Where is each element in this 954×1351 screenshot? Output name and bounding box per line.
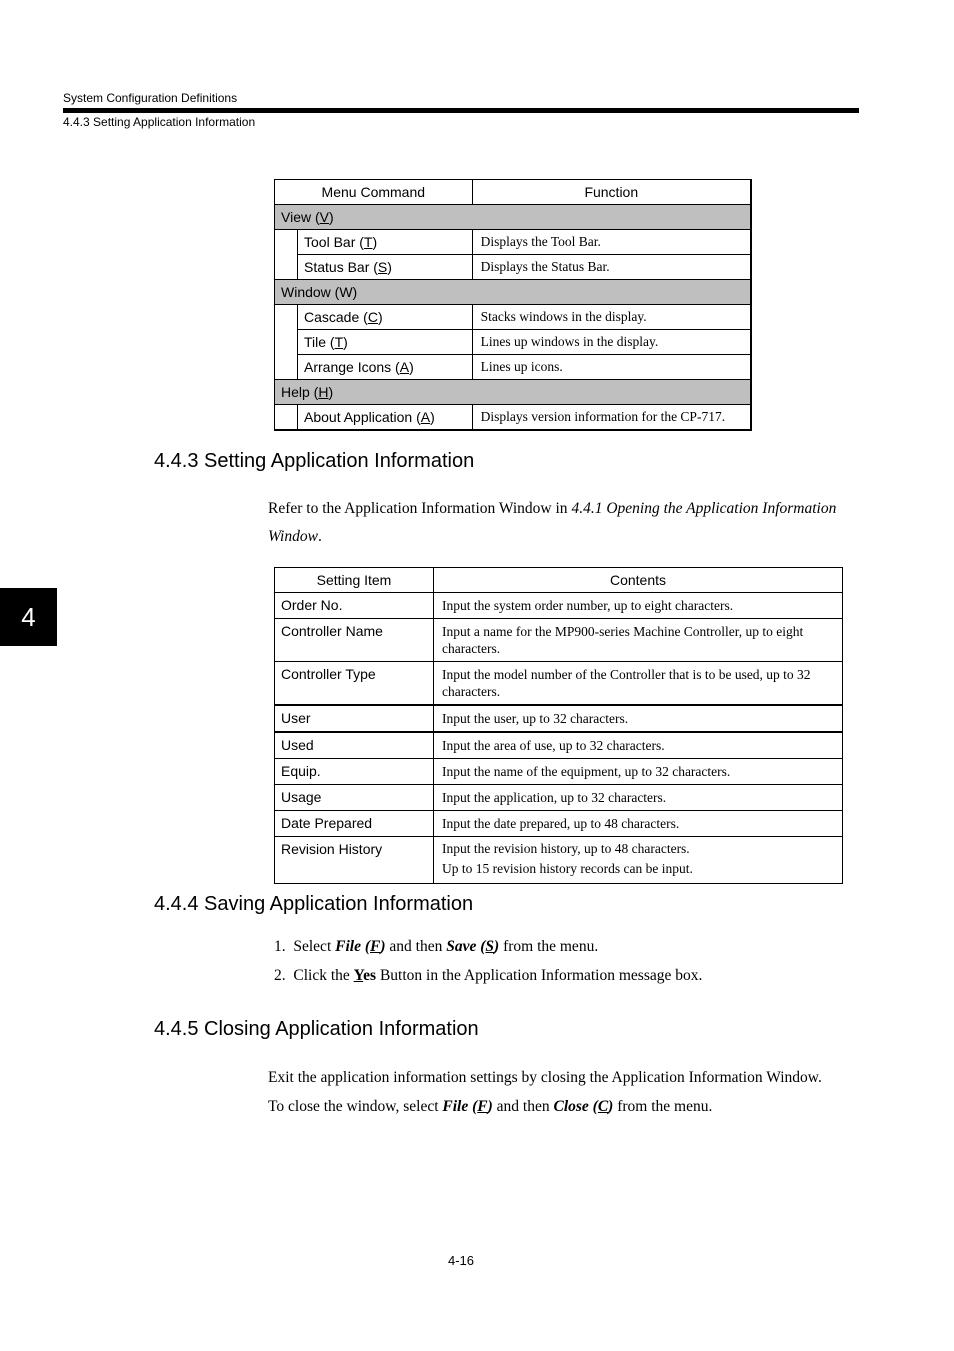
menu-group-help: Help (H) (275, 380, 752, 405)
setting-contents: Input the model number of the Controller that is to be used, up to 32 characters. (434, 662, 843, 706)
col-header-menu-command: Menu Command (275, 180, 473, 205)
setting-contents: Input the name of the equipment, up to 32 characters. (434, 759, 843, 785)
step-2: 2. Click the Yes Button in the Application Information message box. (274, 967, 703, 984)
col-header-function: Function (472, 180, 751, 205)
header-rule (63, 108, 859, 113)
running-header-title: System Configuration Definitions (63, 91, 238, 105)
setting-contents: Input a name for the MP900-series Machine Controller, up to eight characters. (434, 619, 843, 662)
setting-item: Used (275, 732, 434, 759)
heading-4-4-3: 4.4.3 Setting Application Information (154, 450, 475, 472)
chapter-tab: 4 (0, 588, 57, 646)
setting-contents: Input the date prepared, up to 48 characters. (434, 811, 843, 837)
setting-contents: Input the application, up to 32 characters. (434, 785, 843, 811)
col-header-contents: Contents (434, 568, 843, 593)
setting-item: Usage (275, 785, 434, 811)
setting-item: Order No. (275, 593, 434, 619)
menu-function: Displays the Tool Bar. (472, 230, 751, 255)
setting-item: Date Prepared (275, 811, 434, 837)
setting-contents: Input the user, up to 32 characters. (434, 705, 843, 732)
setting-item: Controller Name (275, 619, 434, 662)
menu-function: Stacks windows in the display. (472, 305, 751, 330)
setting-contents: Input the system order number, up to eight characters. (434, 593, 843, 619)
setting-item: Equip. (275, 759, 434, 785)
page-number: 4-16 (448, 1253, 475, 1268)
setting-items-table (274, 567, 843, 884)
menu-group-window: Window (W) (275, 280, 752, 305)
running-header-section: 4.4.3 Setting Application Information (63, 115, 256, 129)
setting-item: Revision History (275, 837, 434, 884)
sec445-paragraph: Exit the application information settings by closing the Application Information Window. To close the window, select File (F) and then Close (C) from the menu. (268, 1069, 822, 1115)
menu-function: Displays the Status Bar. (472, 255, 751, 280)
col-header-setting-item: Setting Item (275, 568, 434, 593)
sec443-paragraph: Refer to the Application Information Window in 4.4.1 Opening the Application Information Window. (268, 500, 837, 545)
menu-item-status-bar: Status Bar (S) (298, 255, 473, 280)
menu-function: Lines up windows in the display. (472, 330, 751, 355)
heading-4-4-5: 4.4.5 Closing Application Information (154, 1018, 479, 1040)
menu-function: Lines up icons. (472, 355, 751, 380)
setting-contents: Input the revision history, up to 48 characters. Up to 15 revision history records can be input. (434, 837, 843, 884)
menu-item-about-application: About Application (A) (298, 405, 473, 431)
menu-item-cascade: Cascade (C) (298, 305, 473, 330)
setting-item: Controller Type (275, 662, 434, 706)
setting-item: User (275, 705, 434, 732)
menu-item-arrange-icons: Arrange Icons (A) (298, 355, 473, 380)
step-1: 1. Select File (F) and then Save (S) from the menu. (274, 938, 599, 955)
save-steps-list (274, 938, 702, 996)
menu-item-tool-bar: Tool Bar (T) (298, 230, 473, 255)
menu-item-tile: Tile (T) (298, 330, 473, 355)
menu-group-view: View (V) (275, 205, 752, 230)
setting-contents: Input the area of use, up to 32 characters. (434, 732, 843, 759)
heading-4-4-4: 4.4.4 Saving Application Information (154, 893, 474, 915)
menu-command-table (274, 179, 752, 431)
menu-function: Displays version information for the CP-717. (472, 405, 751, 431)
